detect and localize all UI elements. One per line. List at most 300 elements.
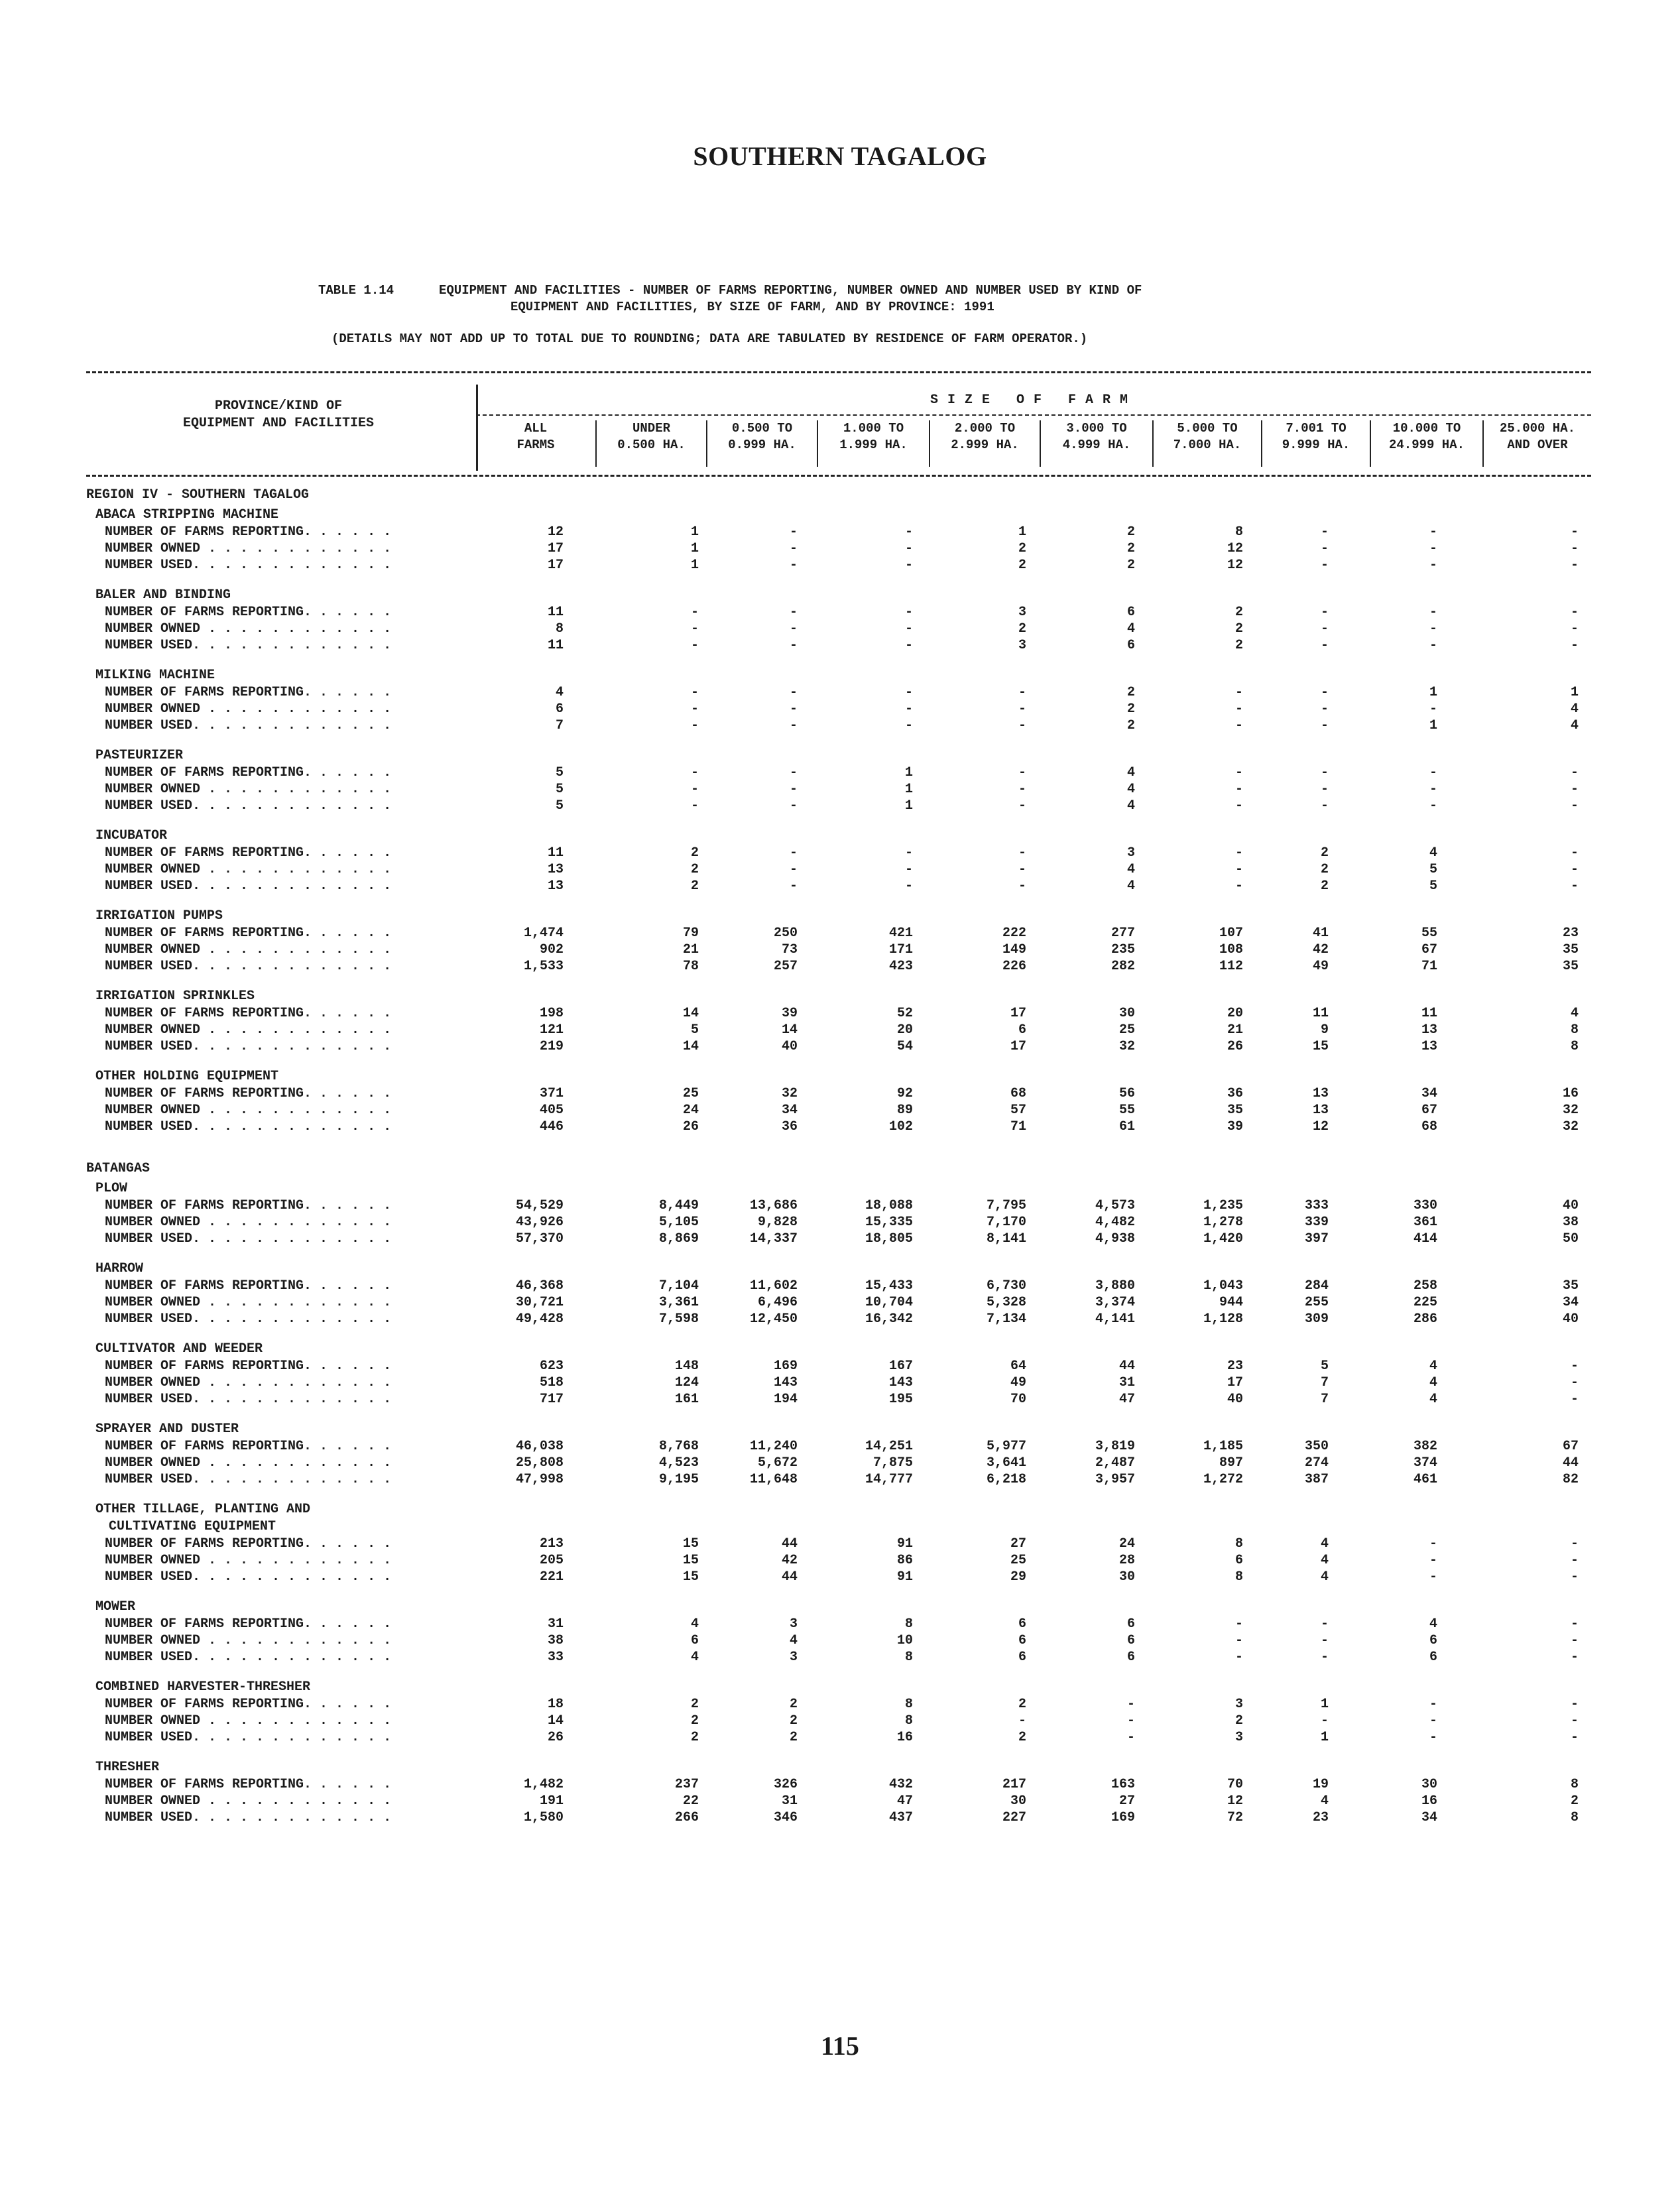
table-cell: 16 bbox=[896, 1730, 913, 1745]
table-cell: 38 bbox=[1562, 1215, 1579, 1230]
table-cell: - bbox=[1018, 798, 1026, 814]
row-label: NUMBER OWNED . . . . . . . . . . . . bbox=[105, 541, 392, 556]
table-row bbox=[86, 1311, 1591, 1327]
table-cell: 330 bbox=[1413, 1198, 1437, 1213]
table-row bbox=[86, 1085, 1591, 1102]
table-cell: 68 bbox=[1421, 1119, 1437, 1134]
table-cell: 1 bbox=[904, 798, 913, 814]
column-header-line2: 0.999 HA. bbox=[728, 438, 796, 452]
equipment-name: OTHER TILLAGE, PLANTING AND bbox=[95, 1502, 311, 1517]
table-cell: 23 bbox=[1562, 926, 1579, 941]
table-cell: - bbox=[1429, 1569, 1437, 1585]
table-cell: - bbox=[1429, 558, 1437, 573]
table-row bbox=[86, 781, 1591, 798]
table-row bbox=[86, 1197, 1591, 1214]
table-cell: 82 bbox=[1562, 1472, 1579, 1487]
table-cell: 2 bbox=[1018, 541, 1026, 556]
table-cell: - bbox=[690, 638, 699, 653]
table-cell: - bbox=[690, 701, 699, 717]
table-cell: - bbox=[1570, 845, 1579, 861]
table-cell: - bbox=[1018, 718, 1026, 733]
table-cell: - bbox=[1018, 685, 1026, 700]
stub-header-line2: EQUIPMENT AND FACILITIES bbox=[182, 416, 375, 431]
table-cell: 4 bbox=[1126, 862, 1135, 877]
table-cell: 944 bbox=[1219, 1295, 1243, 1310]
table-cell: - bbox=[1320, 621, 1329, 637]
table-cell: - bbox=[1429, 1697, 1437, 1712]
table-cell: - bbox=[1429, 524, 1437, 540]
table-cell: 1 bbox=[1320, 1730, 1329, 1745]
table-cell: 31 bbox=[781, 1793, 798, 1809]
table-cell: 38 bbox=[547, 1633, 564, 1648]
table-cell: 2 bbox=[1320, 879, 1329, 894]
table-cell: 4 bbox=[1429, 1359, 1437, 1374]
table-cell: - bbox=[690, 621, 699, 637]
equipment-group bbox=[86, 988, 1591, 1055]
row-label: NUMBER OF FARMS REPORTING. . . . . . bbox=[105, 1006, 392, 1021]
table-cell: - bbox=[789, 765, 798, 780]
table-cell: 25,808 bbox=[515, 1455, 564, 1471]
table-cell: - bbox=[1234, 718, 1243, 733]
table-cell: 92 bbox=[896, 1086, 913, 1101]
table-cell: - bbox=[1570, 1392, 1579, 1407]
table-cell: 4 bbox=[1429, 1375, 1437, 1390]
table-cell: - bbox=[904, 862, 913, 877]
table-cell: 19 bbox=[1312, 1777, 1329, 1792]
table-cell: 32 bbox=[1562, 1103, 1579, 1118]
table-cell: 1,474 bbox=[523, 926, 564, 941]
table-cell: 4 bbox=[1320, 1553, 1329, 1568]
table-cell: - bbox=[1234, 1650, 1243, 1665]
table-cell: - bbox=[789, 524, 798, 540]
equipment-name: IRRIGATION SPRINKLES bbox=[95, 989, 255, 1004]
table-cell: 13 bbox=[1312, 1086, 1329, 1101]
table-cell: 7,170 bbox=[986, 1215, 1026, 1230]
table-cell: 446 bbox=[539, 1119, 564, 1134]
table-cell: 26 bbox=[1227, 1039, 1243, 1054]
table-cell: 14,251 bbox=[865, 1439, 913, 1454]
row-label: NUMBER OF FARMS REPORTING. . . . . . bbox=[105, 765, 392, 780]
table-cell: 14 bbox=[682, 1006, 699, 1021]
table-cell: 47 bbox=[1118, 1392, 1135, 1407]
table-cell: 55 bbox=[1421, 926, 1437, 941]
table-cell: 8 bbox=[555, 621, 564, 637]
table-cell: 47 bbox=[896, 1793, 913, 1809]
table-cell: 1 bbox=[1429, 718, 1437, 733]
table-cell: 68 bbox=[1010, 1086, 1026, 1101]
table-cell: 13,686 bbox=[749, 1198, 798, 1213]
table-cell: - bbox=[789, 541, 798, 556]
table-row bbox=[86, 1471, 1591, 1488]
table-cell: - bbox=[904, 879, 913, 894]
table-cell: 1,272 bbox=[1203, 1472, 1243, 1487]
table-cell: - bbox=[1320, 605, 1329, 620]
table-cell: 42 bbox=[781, 1553, 798, 1568]
table-row bbox=[86, 1809, 1591, 1826]
table-cell: 14 bbox=[781, 1022, 798, 1038]
table-cell: 3,957 bbox=[1095, 1472, 1135, 1487]
table-cell: - bbox=[1429, 1553, 1437, 1568]
table-cell: - bbox=[1320, 782, 1329, 797]
table-cell: 61 bbox=[1118, 1119, 1135, 1134]
table-cell: - bbox=[1429, 1536, 1437, 1551]
table-cell: 31 bbox=[547, 1616, 564, 1632]
table-cell: - bbox=[789, 862, 798, 877]
table-cell: 5 bbox=[555, 782, 564, 797]
table-cell: 73 bbox=[781, 942, 798, 957]
table-cell: 11 bbox=[1312, 1006, 1329, 1021]
table-cell: 30 bbox=[1421, 1777, 1437, 1792]
table-cell: 34 bbox=[1562, 1295, 1579, 1310]
equipment-name: CULTIVATOR AND WEEDER bbox=[95, 1341, 263, 1357]
table-cell: 1,043 bbox=[1203, 1278, 1243, 1294]
table-cell: 2 bbox=[1234, 1713, 1243, 1729]
table-cell: 14,777 bbox=[865, 1472, 913, 1487]
table-cell: - bbox=[1234, 845, 1243, 861]
table-cell: 2 bbox=[1126, 718, 1135, 733]
row-label: NUMBER OF FARMS REPORTING. . . . . . bbox=[105, 1278, 392, 1294]
table-cell: 39 bbox=[781, 1006, 798, 1021]
table-cell: - bbox=[1429, 621, 1437, 637]
table-cell: 91 bbox=[896, 1569, 913, 1585]
table-row bbox=[86, 524, 1591, 540]
table-cell: - bbox=[1126, 1697, 1135, 1712]
table-cell: 9 bbox=[1320, 1022, 1329, 1038]
column-header-line1: 0.500 TO bbox=[731, 421, 793, 436]
table-cell: 16,342 bbox=[865, 1311, 913, 1327]
table-cell: - bbox=[904, 701, 913, 717]
table-cell: 7 bbox=[1320, 1375, 1329, 1390]
table-cell: 25 bbox=[1010, 1553, 1026, 1568]
table-cell: 3 bbox=[1234, 1697, 1243, 1712]
table-cell: - bbox=[1429, 1730, 1437, 1745]
table-caption bbox=[318, 282, 1379, 316]
table-cell: 124 bbox=[674, 1375, 699, 1390]
table-cell: - bbox=[1570, 558, 1579, 573]
table-cell: 2 bbox=[1018, 1730, 1026, 1745]
table-cell: 4 bbox=[1570, 718, 1579, 733]
table-caption-line2: EQUIPMENT AND FACILITIES, BY SIZE OF FARM, AND BY PROVINCE: 1991 bbox=[510, 300, 994, 314]
table-cell: 8 bbox=[904, 1616, 913, 1632]
column-header-line2: FARMS bbox=[516, 438, 555, 452]
row-label: NUMBER USED. . . . . . . . . . . . . bbox=[105, 1650, 392, 1665]
table-cell: 54,529 bbox=[515, 1198, 564, 1213]
equipment-name: ABACA STRIPPING MACHINE bbox=[95, 507, 279, 522]
equipment-name-continued: CULTIVATING EQUIPMENT bbox=[109, 1519, 276, 1534]
table-cell: 3 bbox=[1126, 845, 1135, 861]
row-label: NUMBER USED. . . . . . . . . . . . . bbox=[105, 1472, 392, 1487]
table-cell: 3,641 bbox=[986, 1455, 1026, 1471]
table-cell: 4 bbox=[555, 685, 564, 700]
row-label: NUMBER OWNED . . . . . . . . . . . . bbox=[105, 1713, 392, 1729]
table-cell: 17 bbox=[1010, 1039, 1026, 1054]
table-row bbox=[86, 798, 1591, 814]
table-row bbox=[86, 604, 1591, 621]
table-row bbox=[86, 925, 1591, 942]
table-cell: 22 bbox=[682, 1793, 699, 1809]
table-notes: (DETAILS MAY NOT ADD UP TO TOTAL DUE TO ROUNDING; DATA ARE TABULATED BY RESIDENCE OF FARM OPERATOR.) bbox=[331, 332, 1088, 346]
table-cell: 5,105 bbox=[658, 1215, 699, 1230]
table-cell: - bbox=[1018, 765, 1026, 780]
table-cell: 6 bbox=[1126, 1650, 1135, 1665]
table-cell: 4 bbox=[1320, 1536, 1329, 1551]
table-cell: - bbox=[1429, 701, 1437, 717]
row-label: NUMBER USED. . . . . . . . . . . . . bbox=[105, 1569, 392, 1585]
table-cell: - bbox=[1320, 718, 1329, 733]
table-cell: 6,218 bbox=[986, 1472, 1026, 1487]
table-cell: 8,869 bbox=[658, 1231, 699, 1246]
row-label: NUMBER OF FARMS REPORTING. . . . . . bbox=[105, 926, 392, 941]
table-cell: 18,088 bbox=[865, 1198, 913, 1213]
table-cell: - bbox=[1429, 638, 1437, 653]
row-label: NUMBER OF FARMS REPORTING. . . . . . bbox=[105, 1086, 392, 1101]
table-cell: - bbox=[690, 798, 699, 814]
equipment-group bbox=[86, 747, 1591, 814]
table-cell: 5,672 bbox=[757, 1455, 798, 1471]
table-cell: 11 bbox=[547, 638, 564, 653]
table-cell: 2 bbox=[690, 862, 699, 877]
table-cell: 213 bbox=[539, 1536, 564, 1551]
table-cell: 2 bbox=[789, 1713, 798, 1729]
table-cell: - bbox=[1018, 845, 1026, 861]
row-label: NUMBER OWNED . . . . . . . . . . . . bbox=[105, 862, 392, 877]
table-cell: 54 bbox=[896, 1039, 913, 1054]
table-cell: 30,721 bbox=[515, 1295, 564, 1310]
table-cell: 35 bbox=[1562, 1278, 1579, 1294]
equipment-name: THRESHER bbox=[95, 1760, 160, 1775]
row-label: NUMBER OWNED . . . . . . . . . . . . bbox=[105, 701, 392, 717]
table-row bbox=[86, 942, 1591, 958]
table-cell: - bbox=[1570, 1375, 1579, 1390]
column-header-line2: 7.000 HA. bbox=[1173, 438, 1242, 452]
row-label: NUMBER OWNED . . . . . . . . . . . . bbox=[105, 1793, 392, 1809]
table-cell: 4 bbox=[1320, 1793, 1329, 1809]
table-cell: 1 bbox=[1570, 685, 1579, 700]
table-cell: - bbox=[1234, 685, 1243, 700]
table-caption-line1: EQUIPMENT AND FACILITIES - NUMBER OF FARMS REPORTING, NUMBER OWNED AND NUMBER USED BY KIND OF bbox=[439, 283, 1142, 298]
stub-header bbox=[86, 398, 471, 432]
table-cell: 11,648 bbox=[749, 1472, 798, 1487]
equipment-group bbox=[86, 827, 1591, 894]
table-cell: 14,337 bbox=[749, 1231, 798, 1246]
table-cell: 42 bbox=[1312, 942, 1329, 957]
table-cell: 15 bbox=[682, 1569, 699, 1585]
equipment-name: BALER AND BINDING bbox=[95, 587, 231, 603]
table-cell: 49 bbox=[1010, 1375, 1026, 1390]
table-cell: 250 bbox=[773, 926, 798, 941]
row-label: NUMBER OWNED . . . . . . . . . . . . bbox=[105, 621, 392, 637]
table-cell: 2 bbox=[789, 1697, 798, 1712]
table-cell: 309 bbox=[1304, 1311, 1329, 1327]
table-cell: 8 bbox=[1234, 524, 1243, 540]
row-label: NUMBER OWNED . . . . . . . . . . . . bbox=[105, 1103, 392, 1118]
table-cell: - bbox=[1234, 798, 1243, 814]
row-label: NUMBER OWNED . . . . . . . . . . . . bbox=[105, 1375, 392, 1390]
table-cell: 219 bbox=[539, 1039, 564, 1054]
table-cell: 49 bbox=[1312, 959, 1329, 974]
equipment-name: OTHER HOLDING EQUIPMENT bbox=[95, 1069, 279, 1084]
table-cell: 44 bbox=[1118, 1359, 1135, 1374]
table-cell: 1 bbox=[1320, 1697, 1329, 1712]
table-cell: 437 bbox=[888, 1810, 913, 1825]
row-label: NUMBER OF FARMS REPORTING. . . . . . bbox=[105, 1439, 392, 1454]
table-row bbox=[86, 1536, 1591, 1552]
table-cell: 25 bbox=[682, 1086, 699, 1101]
table-cell: - bbox=[1570, 1569, 1579, 1585]
table-cell: 67 bbox=[1562, 1439, 1579, 1454]
table-cell: 5,977 bbox=[986, 1439, 1026, 1454]
table-cell: 374 bbox=[1413, 1455, 1437, 1471]
table-cell: 194 bbox=[773, 1392, 798, 1407]
table-cell: 12 bbox=[547, 524, 564, 540]
row-label: NUMBER USED. . . . . . . . . . . . . bbox=[105, 718, 392, 733]
column-header bbox=[817, 420, 929, 467]
table-cell: 326 bbox=[773, 1777, 798, 1792]
table-cell: - bbox=[1570, 1616, 1579, 1632]
table-cell: 6 bbox=[1126, 1616, 1135, 1632]
table-cell: - bbox=[1320, 685, 1329, 700]
row-label: NUMBER USED. . . . . . . . . . . . . bbox=[105, 1119, 392, 1134]
table-cell: 257 bbox=[773, 959, 798, 974]
table-cell: 1 bbox=[690, 524, 699, 540]
section-title: REGION IV - SOUTHERN TAGALOG bbox=[86, 487, 310, 503]
table-cell: - bbox=[904, 718, 913, 733]
table-cell: 217 bbox=[1002, 1777, 1026, 1792]
table-cell: 18,805 bbox=[865, 1231, 913, 1246]
table-cell: 17 bbox=[1010, 1006, 1026, 1021]
table-cell: 4,482 bbox=[1095, 1215, 1135, 1230]
table-cell: 49,428 bbox=[515, 1311, 564, 1327]
table-cell: 387 bbox=[1304, 1472, 1329, 1487]
table-cell: 5 bbox=[555, 765, 564, 780]
table-cell: 169 bbox=[773, 1359, 798, 1374]
table-cell: 3 bbox=[789, 1650, 798, 1665]
column-header bbox=[1040, 420, 1152, 467]
row-label: NUMBER OF FARMS REPORTING. . . . . . bbox=[105, 845, 392, 861]
data-table bbox=[86, 484, 1591, 1839]
column-header-line1: 1.000 TO bbox=[843, 421, 904, 436]
table-cell: 8,141 bbox=[986, 1231, 1026, 1246]
table-row bbox=[86, 1696, 1591, 1713]
table-cell: 333 bbox=[1304, 1198, 1329, 1213]
table-cell: 2 bbox=[1320, 845, 1329, 861]
table-cell: 3 bbox=[1234, 1730, 1243, 1745]
row-label: NUMBER OF FARMS REPORTING. . . . . . bbox=[105, 1697, 392, 1712]
table-cell: 12 bbox=[1312, 1119, 1329, 1134]
table-cell: - bbox=[1429, 541, 1437, 556]
table-cell: 163 bbox=[1110, 1777, 1135, 1792]
table-cell: 17 bbox=[547, 541, 564, 556]
equipment-name: MILKING MACHINE bbox=[95, 668, 215, 683]
table-cell: 2 bbox=[1126, 701, 1135, 717]
table-cell: - bbox=[1429, 798, 1437, 814]
table-cell: 64 bbox=[1010, 1359, 1026, 1374]
table-row bbox=[86, 557, 1591, 574]
table-cell: 7,795 bbox=[986, 1198, 1026, 1213]
table-cell: 6 bbox=[1126, 638, 1135, 653]
table-row bbox=[86, 1022, 1591, 1038]
table-cell: - bbox=[1126, 1730, 1135, 1745]
table-cell: 26 bbox=[682, 1119, 699, 1134]
row-label: NUMBER OF FARMS REPORTING. . . . . . bbox=[105, 1616, 392, 1632]
table-cell: - bbox=[789, 638, 798, 653]
row-label: NUMBER OWNED . . . . . . . . . . . . bbox=[105, 1553, 392, 1568]
table-cell: 143 bbox=[773, 1375, 798, 1390]
section-title: BATANGAS bbox=[86, 1161, 150, 1176]
table-cell: - bbox=[1429, 1713, 1437, 1729]
table-cell: - bbox=[1018, 701, 1026, 717]
column-header bbox=[1261, 420, 1370, 467]
table-row bbox=[86, 1294, 1591, 1311]
table-cell: 8 bbox=[1570, 1022, 1579, 1038]
table-cell: 31 bbox=[1118, 1375, 1135, 1390]
table-cell: 2,487 bbox=[1095, 1455, 1135, 1471]
table-cell: 461 bbox=[1413, 1472, 1437, 1487]
table-cell: - bbox=[1570, 1730, 1579, 1745]
row-label: NUMBER OF FARMS REPORTING. . . . . . bbox=[105, 524, 392, 540]
table-cell: - bbox=[789, 845, 798, 861]
equipment-group bbox=[86, 1260, 1591, 1327]
table-cell: 16 bbox=[1421, 1793, 1437, 1809]
table-cell: - bbox=[789, 879, 798, 894]
table-cell: 169 bbox=[1110, 1810, 1135, 1825]
column-header-line2: 0.500 HA. bbox=[617, 438, 686, 452]
table-row bbox=[86, 1005, 1591, 1022]
table-cell: 40 bbox=[781, 1039, 798, 1054]
table-cell: 32 bbox=[781, 1086, 798, 1101]
table-cell: 3 bbox=[1018, 605, 1026, 620]
table-cell: 6 bbox=[1018, 1633, 1026, 1648]
row-label: NUMBER USED. . . . . . . . . . . . . bbox=[105, 1392, 392, 1407]
table-cell: 39 bbox=[1227, 1119, 1243, 1134]
table-cell: 3,880 bbox=[1095, 1278, 1135, 1294]
table-cell: 258 bbox=[1413, 1278, 1437, 1294]
table-cell: - bbox=[1234, 862, 1243, 877]
table-cell: 10 bbox=[896, 1633, 913, 1648]
row-label: NUMBER USED. . . . . . . . . . . . . bbox=[105, 1311, 392, 1327]
table-cell: 3,361 bbox=[658, 1295, 699, 1310]
table-cell: 4 bbox=[1429, 1392, 1437, 1407]
row-label: NUMBER OF FARMS REPORTING. . . . . . bbox=[105, 1536, 392, 1551]
table-row bbox=[86, 540, 1591, 557]
table-cell: 277 bbox=[1110, 926, 1135, 941]
table-cell: 14 bbox=[682, 1039, 699, 1054]
table-cell: - bbox=[1320, 638, 1329, 653]
table-row bbox=[86, 1102, 1591, 1119]
table-cell: 149 bbox=[1002, 942, 1026, 957]
table-cell: 12 bbox=[1227, 541, 1243, 556]
table-cell: 1 bbox=[690, 541, 699, 556]
table-cell: 47,998 bbox=[515, 1472, 564, 1487]
table-cell: 1,235 bbox=[1203, 1198, 1243, 1213]
table-row bbox=[86, 1632, 1591, 1649]
table-cell: 11,602 bbox=[749, 1278, 798, 1294]
table-cell: 6 bbox=[1018, 1650, 1026, 1665]
table-cell: 4 bbox=[1126, 621, 1135, 637]
table-cell: - bbox=[1570, 524, 1579, 540]
row-label: NUMBER OF FARMS REPORTING. . . . . . bbox=[105, 685, 392, 700]
table-cell: 17 bbox=[1227, 1375, 1243, 1390]
section-spacer bbox=[86, 1148, 1591, 1158]
table-cell: - bbox=[1018, 862, 1026, 877]
table-cell: 57 bbox=[1010, 1103, 1026, 1118]
table-cell: 40 bbox=[1562, 1198, 1579, 1213]
column-header bbox=[706, 420, 817, 467]
table-cell: - bbox=[1320, 1616, 1329, 1632]
size-header-rule bbox=[476, 414, 1591, 416]
table-row bbox=[86, 1231, 1591, 1247]
table-cell: - bbox=[1018, 1713, 1026, 1729]
